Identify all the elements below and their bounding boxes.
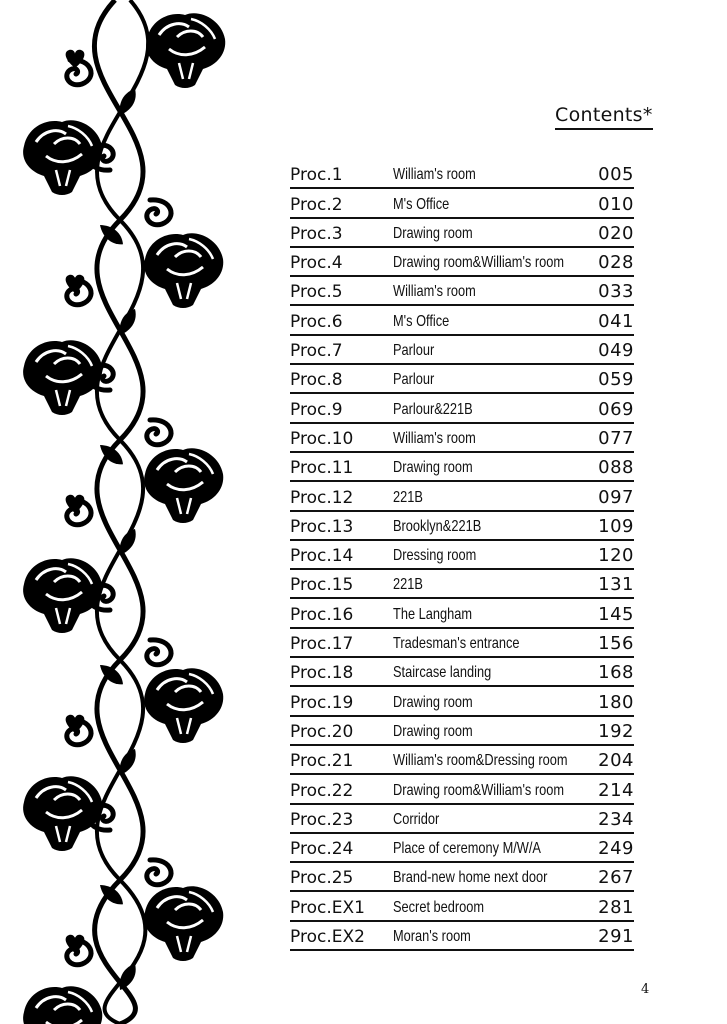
toc-row bbox=[290, 424, 634, 453]
chapter-location: Tradesman's entrance bbox=[393, 635, 520, 653]
chapter-page: 120 bbox=[598, 545, 634, 567]
chapter-page: 131 bbox=[598, 574, 634, 596]
chapter-label: Proc.EX1 bbox=[290, 897, 365, 918]
toc-row bbox=[290, 775, 634, 804]
chapter-page: 214 bbox=[598, 779, 634, 801]
chapter-location: M's Office bbox=[393, 195, 450, 213]
chapter-location: Drawing room bbox=[393, 722, 473, 740]
toc-row bbox=[290, 629, 634, 658]
chapter-page: 204 bbox=[598, 750, 634, 772]
chapter-page: 180 bbox=[598, 691, 634, 713]
chapter-label: Proc.3 bbox=[290, 223, 343, 244]
chapter-location: Brand-new home next door bbox=[393, 869, 548, 887]
chapter-label: Proc.9 bbox=[290, 399, 343, 420]
toc-row bbox=[290, 189, 634, 218]
chapter-label: Proc.22 bbox=[290, 780, 354, 801]
chapter-page: 234 bbox=[598, 808, 634, 830]
chapter-label: Proc.25 bbox=[290, 868, 354, 889]
chapter-location: Parlour bbox=[393, 371, 435, 389]
toc-row bbox=[290, 687, 634, 716]
chapter-page: 291 bbox=[598, 926, 634, 948]
chapter-page: 249 bbox=[598, 838, 634, 860]
chapter-location: Drawing room bbox=[393, 224, 473, 242]
chapter-location: Corridor bbox=[393, 810, 440, 828]
toc-row bbox=[290, 277, 634, 306]
chapter-page: 156 bbox=[598, 633, 634, 655]
chapter-page: 041 bbox=[598, 310, 634, 332]
toc-row bbox=[290, 248, 634, 277]
toc-row bbox=[290, 922, 634, 951]
chapter-page: 077 bbox=[598, 427, 634, 449]
toc-row bbox=[290, 746, 634, 775]
chapter-label: Proc.6 bbox=[290, 311, 343, 332]
chapter-page: 168 bbox=[598, 662, 634, 684]
chapter-location: The Langham bbox=[393, 605, 472, 623]
rose-vine-decoration bbox=[0, 0, 240, 1024]
chapter-label: Proc.18 bbox=[290, 663, 354, 684]
chapter-location: Drawing room&William's room bbox=[393, 254, 565, 272]
chapter-label: Proc.8 bbox=[290, 370, 343, 391]
chapter-label: Proc.21 bbox=[290, 751, 354, 772]
chapter-location: Brooklyn&221B bbox=[393, 517, 482, 535]
chapter-location: Dressing room bbox=[393, 547, 477, 565]
chapter-location: Secret bedroom bbox=[393, 898, 485, 916]
toc-row bbox=[290, 834, 634, 863]
chapter-location: William's room bbox=[393, 429, 476, 447]
toc-row bbox=[290, 599, 634, 628]
toc-row bbox=[290, 717, 634, 746]
chapter-label: Proc.7 bbox=[290, 341, 343, 362]
chapter-location: Parlour&221B bbox=[393, 400, 473, 418]
chapter-location: Place of ceremony M/W/A bbox=[393, 840, 541, 858]
chapter-label: Proc.12 bbox=[290, 487, 354, 508]
chapter-page: 088 bbox=[598, 457, 634, 479]
chapter-label: Proc.15 bbox=[290, 575, 354, 596]
chapter-label: Proc.14 bbox=[290, 546, 354, 567]
toc-row bbox=[290, 219, 634, 248]
chapter-label: Proc.17 bbox=[290, 634, 354, 655]
chapter-label: Proc.1 bbox=[290, 165, 343, 186]
toc-row bbox=[290, 160, 634, 189]
chapter-page: 097 bbox=[598, 486, 634, 508]
table-of-contents bbox=[290, 160, 634, 951]
chapter-label: Proc.EX2 bbox=[290, 927, 365, 948]
chapter-page: 033 bbox=[598, 281, 634, 303]
toc-row bbox=[290, 453, 634, 482]
chapter-label: Proc.11 bbox=[290, 458, 354, 479]
chapter-page: 145 bbox=[598, 603, 634, 625]
toc-row bbox=[290, 482, 634, 511]
chapter-page: 281 bbox=[598, 896, 634, 918]
chapter-location: William's room&Dressing room bbox=[393, 752, 568, 770]
toc-row bbox=[290, 805, 634, 834]
chapter-label: Proc.20 bbox=[290, 721, 354, 742]
chapter-label: Proc.16 bbox=[290, 604, 354, 625]
chapter-location: Drawing room bbox=[393, 693, 473, 711]
chapter-location: William's room bbox=[393, 166, 476, 184]
chapter-label: Proc.13 bbox=[290, 516, 354, 537]
chapter-label: Proc.5 bbox=[290, 282, 343, 303]
chapter-location: 221B bbox=[393, 576, 423, 594]
chapter-label: Proc.10 bbox=[290, 428, 354, 449]
chapter-page: 267 bbox=[598, 867, 634, 889]
toc-row bbox=[290, 658, 634, 687]
chapter-page: 020 bbox=[598, 222, 634, 244]
page-number: 4 bbox=[641, 982, 650, 997]
chapter-location: Staircase landing bbox=[393, 664, 492, 682]
chapter-location: 221B bbox=[393, 488, 423, 506]
chapter-location: William's room bbox=[393, 283, 476, 301]
chapter-page: 028 bbox=[598, 252, 634, 274]
toc-row bbox=[290, 336, 634, 365]
chapter-page: 049 bbox=[598, 340, 634, 362]
chapter-label: Proc.19 bbox=[290, 692, 354, 713]
chapter-page: 109 bbox=[598, 515, 634, 537]
toc-row bbox=[290, 394, 634, 423]
toc-row bbox=[290, 892, 634, 921]
chapter-page: 010 bbox=[598, 193, 634, 215]
chapter-location: Drawing room bbox=[393, 459, 473, 477]
contents-heading: Contents* bbox=[555, 103, 653, 130]
toc-row bbox=[290, 365, 634, 394]
toc-row bbox=[290, 306, 634, 335]
toc-row bbox=[290, 512, 634, 541]
chapter-page: 059 bbox=[598, 369, 634, 391]
toc-row bbox=[290, 863, 634, 892]
chapter-location: Parlour bbox=[393, 342, 435, 360]
chapter-location: M's Office bbox=[393, 312, 450, 330]
chapter-page: 069 bbox=[598, 398, 634, 420]
toc-row bbox=[290, 570, 634, 599]
chapter-label: Proc.24 bbox=[290, 839, 354, 860]
chapter-label: Proc.2 bbox=[290, 194, 343, 215]
chapter-location: Moran's room bbox=[393, 928, 471, 946]
chapter-label: Proc.4 bbox=[290, 253, 343, 274]
toc-row bbox=[290, 541, 634, 570]
chapter-label: Proc.23 bbox=[290, 809, 354, 830]
chapter-location: Drawing room&William's room bbox=[393, 781, 565, 799]
chapter-page: 005 bbox=[598, 164, 634, 186]
chapter-page: 192 bbox=[598, 720, 634, 742]
